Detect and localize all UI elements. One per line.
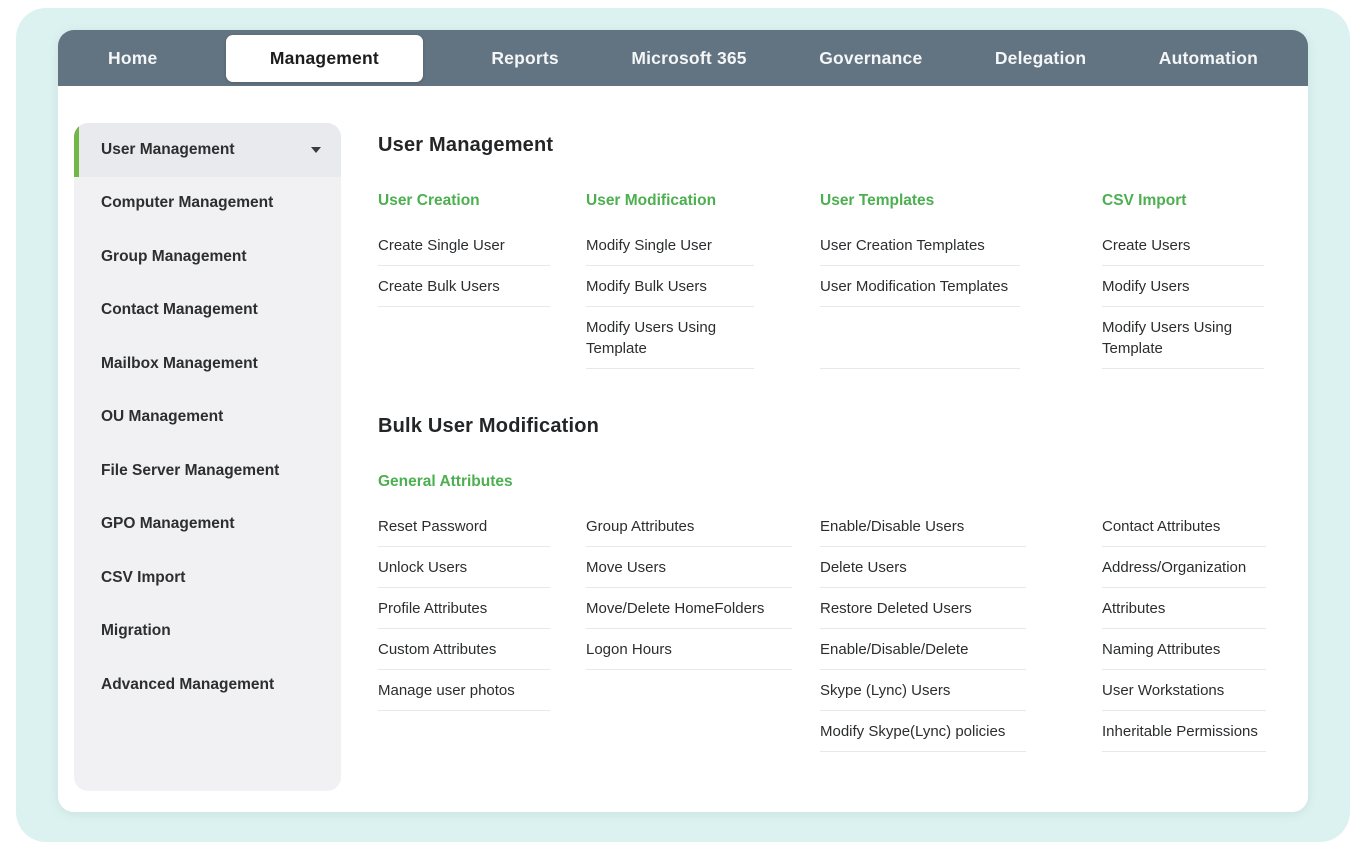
menu-item-profile-attributes[interactable]: Profile Attributes (378, 588, 550, 629)
menu-item-skype-lync-users[interactable]: Skype (Lync) Users (820, 670, 1026, 711)
menu-item-reset-password[interactable]: Reset Password (378, 506, 550, 547)
nav-tab-home[interactable]: Home (108, 47, 158, 68)
menu-item-attributes[interactable]: Attributes (1102, 588, 1266, 629)
sidebar-item-label: Group Management (101, 247, 247, 265)
section-grid (378, 465, 1268, 752)
section-title: User Management (378, 134, 554, 156)
section-user-management (378, 134, 1268, 369)
menu-item-user-modification-templates[interactable]: User Modification Templates (820, 266, 1020, 307)
sidebar-item-gpo-management[interactable] (74, 498, 341, 552)
menu-item-group-attributes[interactable]: Group Attributes (586, 506, 792, 547)
sidebar-item-migration[interactable] (74, 605, 341, 659)
menu-item-modify-users[interactable]: Modify Users (1102, 266, 1264, 307)
menu-item-modify-single-user[interactable]: Modify Single User (586, 225, 754, 266)
sidebar-item-file-server-management[interactable] (74, 444, 341, 498)
sidebar-item-label: File Server Management (101, 461, 280, 479)
content-area (58, 86, 1308, 812)
sidebar-item-label: User Management (101, 140, 235, 158)
menu-item-user-creation-templates[interactable]: User Creation Templates (820, 225, 1020, 266)
category-heading-user-creation: User Creation (378, 192, 480, 209)
category-heading-user-templates: User Templates (820, 192, 935, 209)
section-bulk-user-modification (378, 415, 1268, 752)
section-title: Bulk User Modification (378, 415, 600, 437)
nav-tab-governance[interactable]: Governance (819, 47, 923, 68)
nav-tab-management[interactable]: Management (226, 35, 423, 82)
nav-tab-microsoft-365[interactable]: Microsoft 365 (631, 47, 747, 68)
menu-item-address-organization[interactable]: Address/Organization (1102, 547, 1266, 588)
sidebar-item-label: Mailbox Management (101, 354, 258, 372)
sidebar-item-label: Contact Management (101, 301, 258, 319)
menu-item-contact-attributes[interactable]: Contact Attributes (1102, 506, 1266, 547)
menu-item-enable-disable-users[interactable]: Enable/Disable Users (820, 506, 1026, 547)
menu-item-create-single-user[interactable]: Create Single User (378, 225, 550, 266)
menu-item-create-users[interactable]: Create Users (1102, 225, 1264, 266)
menu-item-restore-deleted-users[interactable]: Restore Deleted Users (820, 588, 1026, 629)
menu-item-naming-attributes[interactable]: Naming Attributes (1102, 629, 1266, 670)
menu-item-unlock-users[interactable]: Unlock Users (378, 547, 550, 588)
nav-tab-reports[interactable]: Reports (491, 47, 559, 68)
menu-item-user-workstations[interactable]: User Workstations (1102, 670, 1266, 711)
category-heading-csv-import: CSV Import (1102, 192, 1187, 209)
sidebar-item-label: Computer Management (101, 194, 274, 212)
menu-item-create-bulk-users[interactable]: Create Bulk Users (378, 266, 550, 307)
menu-item-move-delete-homefolders[interactable]: Move/Delete HomeFolders (586, 588, 792, 629)
app-card (58, 30, 1308, 812)
top-navigation (58, 30, 1308, 86)
app-frame (16, 8, 1350, 842)
sidebar-item-label: OU Management (101, 408, 224, 426)
menu-item-inheritable-permissions[interactable]: Inheritable Permissions (1102, 711, 1266, 752)
menu-item-modify-users-using-template[interactable]: Modify Users Using Template (586, 307, 754, 369)
sidebar-item-label: CSV Import (101, 568, 186, 586)
menu-item-logon-hours[interactable]: Logon Hours (586, 629, 792, 670)
sidebar-item-csv-import[interactable] (74, 551, 341, 605)
menu-item-move-users[interactable]: Move Users (586, 547, 792, 588)
sidebar-item-advanced-management[interactable] (74, 658, 341, 712)
main-content (341, 86, 1308, 812)
menu-item-modify-bulk-users[interactable]: Modify Bulk Users (586, 266, 754, 307)
caret-down-icon (311, 147, 321, 153)
sidebar-item-ou-management[interactable] (74, 391, 341, 445)
sidebar-item-label: Advanced Management (101, 675, 275, 693)
sidebar-item-mailbox-management[interactable] (74, 337, 341, 391)
menu-item-delete-users[interactable]: Delete Users (820, 547, 1026, 588)
sidebar-item-group-management[interactable] (74, 230, 341, 284)
nav-tab-delegation[interactable]: Delegation (994, 47, 1087, 68)
menu-item-modify-users-using-template[interactable]: Modify Users Using Template (1102, 307, 1264, 369)
sidebar-item-label: GPO Management (101, 515, 235, 533)
sidebar-item-contact-management[interactable] (74, 284, 341, 338)
category-heading-user-modification: User Modification (586, 192, 717, 209)
sidebar (74, 123, 341, 791)
menu-item-blank (820, 307, 1020, 369)
sidebar-item-computer-management[interactable] (74, 177, 341, 231)
menu-item-enable-disable-delete[interactable]: Enable/Disable/Delete (820, 629, 1026, 670)
sidebar-item-label: Migration (101, 622, 171, 640)
menu-item-modify-skype-lync-policies[interactable]: Modify Skype(Lync) policies (820, 711, 1026, 752)
menu-item-custom-attributes[interactable]: Custom Attributes (378, 629, 550, 670)
section-grid (378, 184, 1268, 369)
category-heading-general-attributes: General Attributes (378, 473, 513, 490)
sidebar-item-user-management[interactable] (74, 123, 341, 177)
nav-tab-automation[interactable]: Automation (1158, 47, 1258, 68)
menu-item-manage-user-photos[interactable]: Manage user photos (378, 670, 550, 711)
